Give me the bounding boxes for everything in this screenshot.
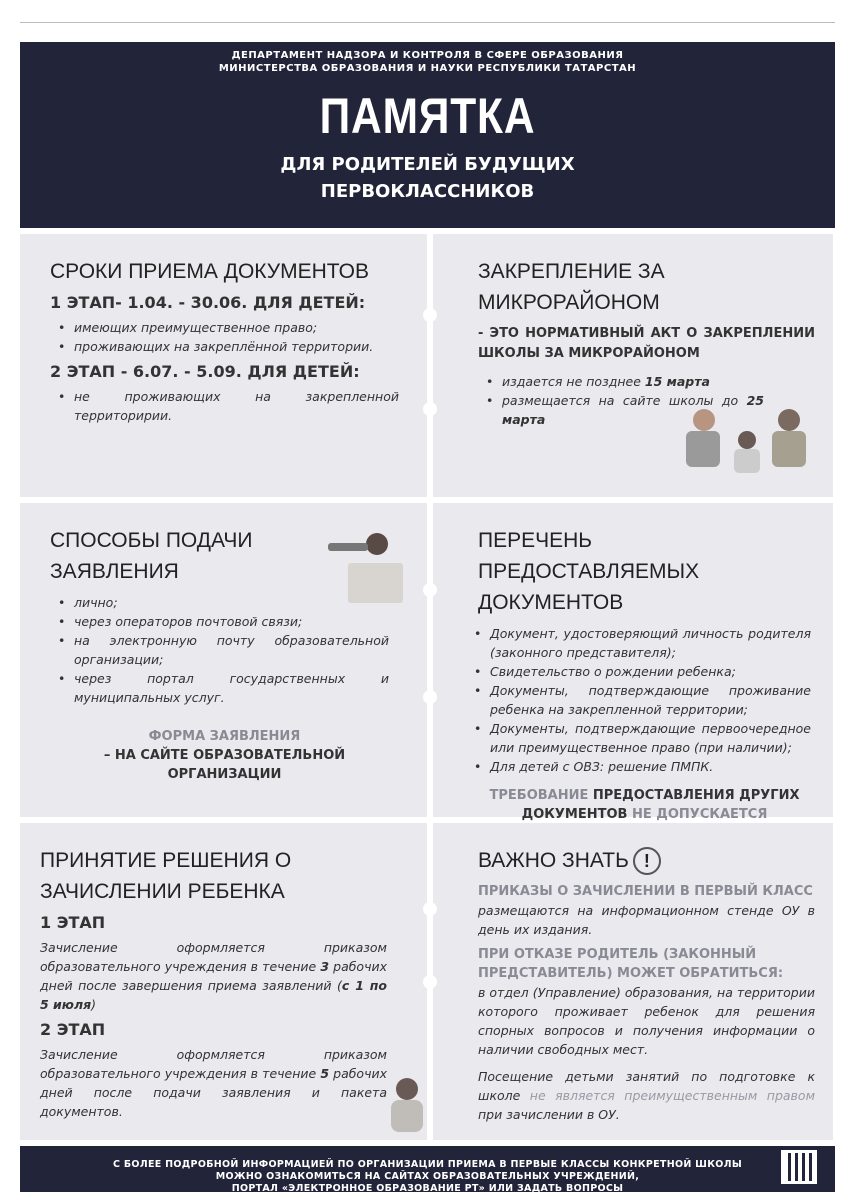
section-heading xyxy=(478,845,815,876)
list-item: • имеющих преимущественное право; xyxy=(56,318,399,337)
divider-dot xyxy=(423,402,437,416)
text: 5 xyxy=(320,1066,330,1081)
stage-heading: 1 ЭТАП- 1.04. - 30.06. ДЛЯ ДЕТЕЙ: xyxy=(50,293,366,312)
item-date: 25 марта xyxy=(502,393,764,427)
section-heading xyxy=(40,845,387,907)
list-item: • Свидетельство о рождении ребенка; xyxy=(472,662,811,681)
form-label: ФОРМА ЗАЯВЛЕНИЯ xyxy=(148,729,301,744)
dept-line: ДЕПАРТАМЕНТ НАДЗОРА И КОНТРОЛЯ В СФЕРЕ ОБРАЗОВАНИЯ xyxy=(231,50,624,61)
page-title: ПАМЯТКА xyxy=(319,88,536,144)
top-rule xyxy=(20,22,835,23)
subtitle-line: ПЕРВОКЛАССНИКОВ xyxy=(320,181,535,202)
footer-line: С БОЛЕЕ ПОДРОБНОЙ ИНФОРМАЦИЕЙ ПО ОРГАНИЗАЦИИ ПРИЕМА В ПЕРВЫЕ КЛАССЫ КОНКРЕТНОЙ ШКОЛЫ xyxy=(113,1159,742,1170)
refusal-label: ПРИ ОТКАЗЕ РОДИТЕЛЬ (ЗАКОННЫЙ ПРЕДСТАВИТЕЛЬ) МОЖЕТ ОБРАТИТЬСЯ: xyxy=(478,947,784,981)
dept-line: МИНИСТЕРСТВА ОБРАЗОВАНИЯ И НАУКИ РЕСПУБЛИКИ ТАТАРСТАН xyxy=(218,63,637,74)
orders-label: ПРИКАЗЫ О ЗАЧИСЛЕНИИ В ПЕРВЫЙ КЛАСС xyxy=(478,884,813,899)
text: Посещение детьми занятий по подготовке к школе xyxy=(478,1069,815,1103)
list-item: • через операторов почтовой связи; xyxy=(56,612,389,631)
item-text: размещается на сайте школы до xyxy=(502,393,747,408)
list-item: • Документ, удостоверяющий личность родителя (законного представителя); xyxy=(472,624,811,662)
text: рабочих дней после подачи заявления и пакета документов. xyxy=(40,1066,387,1119)
text: при зачислении в ОУ. xyxy=(478,1107,620,1122)
stage1-text xyxy=(40,938,387,1014)
list-item: • лично; xyxy=(56,593,389,612)
district-description: - ЭТО НОРМАТИВНЫЙ АКТ О ЗАКРЕПЛЕНИИ ШКОЛЫ ЗА МИКРОРАЙОНОМ xyxy=(478,326,815,361)
stage-heading: 2 ЭТАП - 6.07. - 5.09. ДЛЯ ДЕТЕЙ: xyxy=(50,362,360,381)
req-text: ПРЕДОСТАВЛЕНИЯ ДРУГИХ ДОКУМЕНТОВ xyxy=(521,788,800,822)
orders-text: размещаются на информационном стенде ОУ в день их издания. xyxy=(478,903,815,937)
stage-heading: 1 ЭТАП xyxy=(40,913,106,932)
text: рабочих дней после завершения приема заявлений ( xyxy=(40,959,387,993)
text: ) xyxy=(91,997,97,1012)
heading-line: ПРИНЯТИЕ РЕШЕНИЯ О xyxy=(40,849,292,872)
divider-dot xyxy=(423,690,437,704)
heading-line: ПЕРЕЧЕНЬ ПРЕДОСТАВЛЯЕМЫХ xyxy=(478,529,700,583)
stage2-text xyxy=(40,1045,387,1121)
header-banner xyxy=(20,42,835,228)
department-name xyxy=(20,49,835,75)
heading-text: ВАЖНО ЗНАТЬ xyxy=(478,849,629,872)
text: Зачисление оформляется приказом образовательного учреждения в течение xyxy=(40,1047,387,1081)
requirement-note xyxy=(478,786,811,824)
section-heading: СРОКИ ПРИЕМА ДОКУМЕНТОВ xyxy=(50,260,369,283)
stage-heading: 2 ЭТАП xyxy=(40,1020,106,1039)
documents-panel xyxy=(433,503,833,822)
item-text: издается не позднее xyxy=(502,374,645,389)
deadlines-panel xyxy=(20,234,427,497)
divider-dot xyxy=(423,975,437,989)
important-panel xyxy=(433,823,833,1140)
heading-line: ЗАЯВЛЕНИЯ xyxy=(50,560,179,583)
heading-line: ДОКУМЕНТОВ xyxy=(478,591,624,614)
list-item: • Документы, подтверждающие первоочередное или преимущественное право (при наличии); xyxy=(472,719,811,757)
form-location: – НА САЙТЕ ОБРАЗОВАТЕЛЬНОЙ ОРГАНИЗАЦИИ xyxy=(103,748,346,782)
list-item xyxy=(484,372,764,391)
child-illustration xyxy=(389,1078,425,1134)
child-telescope-illustration xyxy=(328,533,408,603)
visit-note xyxy=(478,1067,815,1124)
list-item: • на электронную почту образовательной организации; xyxy=(56,631,389,669)
divider-dot xyxy=(423,902,437,916)
qr-code-icon xyxy=(781,1150,817,1184)
subtitle-line: ДЛЯ РОДИТЕЛЕЙ БУДУЩИХ xyxy=(280,154,575,175)
list-item: • Документы, подтверждающие проживание ребенка на закрепленной территории; xyxy=(472,681,811,719)
heading-line: ЗАЧИСЛЕНИИ РЕБЕНКА xyxy=(40,880,285,903)
text: 3 xyxy=(320,959,330,974)
list-item: • проживающих на закреплённой территории. xyxy=(56,337,399,356)
text: Зачисление оформляется приказом образовательного учреждения в течение xyxy=(40,940,387,974)
heading-line: СПОСОБЫ ПОДАЧИ xyxy=(50,529,253,552)
section-heading: ЗАКРЕПЛЕНИЕ ЗА МИКРОРАЙОНОМ xyxy=(478,260,665,314)
methods-panel xyxy=(20,503,427,817)
list-item: • через портал государственных и муниципальных услуг. xyxy=(56,669,389,707)
text: с 1 по 5 июля xyxy=(40,978,387,1012)
req-text: ТРЕБОВАНИЕ xyxy=(489,788,593,803)
divider-dot xyxy=(423,583,437,597)
footer-line: ПОРТАЛ «ЭЛЕКТРОННОЕ ОБРАЗОВАНИЕ РТ» ИЛИ ЗАДАТЬ ВОПРОСЫ xyxy=(231,1183,624,1194)
district-panel xyxy=(433,234,833,497)
list-item: • не проживающих на закрепленной территоририи. xyxy=(56,387,399,425)
list-item: • Для детей с ОВЗ: решение ПМПК. xyxy=(472,757,811,776)
text: не является преимущественным правом xyxy=(529,1088,815,1103)
req-text: НЕ ДОПУСКАЕТСЯ xyxy=(627,807,768,822)
children-illustration xyxy=(678,409,818,489)
page-subtitle xyxy=(20,151,835,205)
item-date: 15 марта xyxy=(644,374,710,389)
footer-line: МОЖНО ОЗНАКОМИТЬСЯ НА САЙТАХ ОБРАЗОВАТЕЛЬНЫХ УЧРЕЖДЕНИЙ, xyxy=(215,1171,640,1182)
exclamation-icon: ! xyxy=(633,847,661,875)
section-heading xyxy=(478,525,811,618)
refusal-text: в отдел (Управление) образования, на территории которого проживает ребенок для решения спорных вопросов и получения информации о наличии свободных мест. xyxy=(478,985,815,1057)
divider-dot xyxy=(423,308,437,322)
decision-panel xyxy=(20,823,427,1140)
footer-banner xyxy=(20,1146,835,1192)
